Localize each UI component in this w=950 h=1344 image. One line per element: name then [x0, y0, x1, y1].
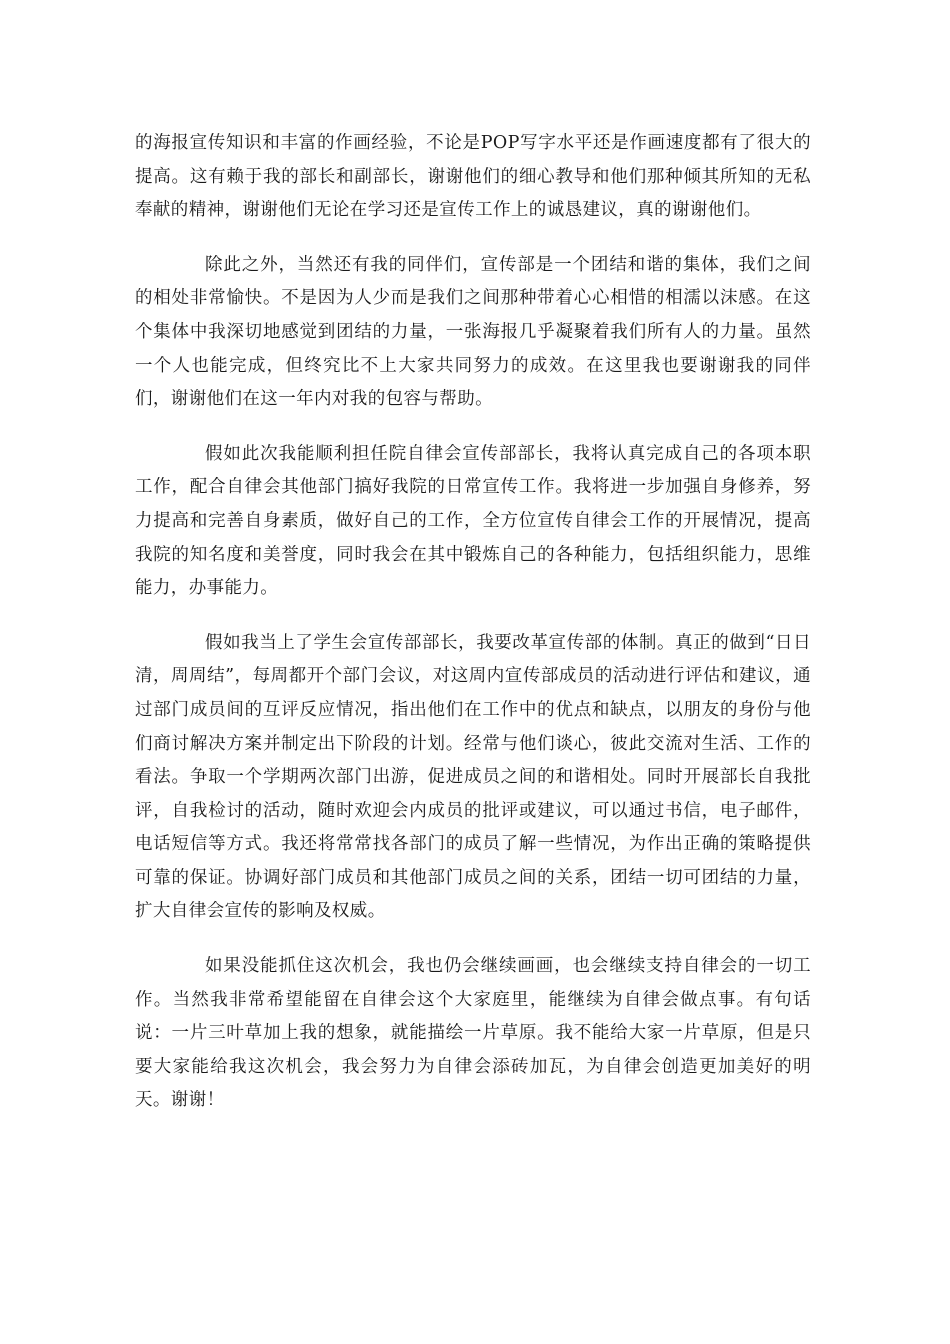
paragraph-teammates: 除此之外，当然还有我的同伴们，宣传部是一个团结和谐的集体，我们之间的相处非常愉快。不是因为人少而是我们之间那种带着心心相惜的相濡以沫感。在这个集体中我深切地感觉到团结的力量，一张海报几乎凝聚着我们所有人的力量。虽然一个人也能完成，但终究比不上大家共同努力的成效。在这里我也要谢谢我的同伴们，谢谢他们在这一年内对我的包容与帮助。 — [135, 254, 811, 410]
paragraph-closing: 如果没能抓住这次机会，我也仍会继续画画，也会继续支持自律会的一切工作。当然我非常希望能留在自律会这个大家庭里，能继续为自律会做点事。有句话说：一片三叶草加上我的想象，就能描绘一片草原。我不能给大家一片草原，但是只要大家能给我这次机会，我会努力为自律会添砖加瓦，为自律会创造更加美好的明天。谢谢！ — [135, 956, 811, 1111]
paragraph-reform-plan: 假如我当上了学生会宣传部部长，我要改革宣传部的体制。真正的做到“日日清，周周结”，每周都开个部门会议，对这周内宣传部成员的活动进行评估和建议，通过部门成员间的互评反应情况，指出他们在工作中的优点和缺点，以朋友的身份与他们商讨解决方案并制定出下阶段的计划。经常与他们谈心，彼此交流对生活、工作的看法。争取一个学期两次部门出游，促进成员之间的和谐相处。同时开展部长自我批评，自我检讨的活动，随时欢迎会内成员的批评或建议，可以通过书信，电子邮件，电话短信等方式。我还将常常找各部门的成员了解一些情况，为作出正确的策略提供可靠的保证。协调好部门成员和其他部门成员之间的关系，团结一切可团结的力量，扩大自律会宣传的影响及权威。 — [135, 632, 811, 922]
document-body — [135, 127, 811, 1139]
paragraph-continuation: 的海报宣传知识和丰富的作画经验，不论是POP写字水平还是作画速度都有了很大的提高。这有赖于我的部长和副部长，谢谢他们的细心教导和他们那种倾其所知的无私奉献的精神，谢谢他们无论在学习还是宣传工作上的诚恳建议，真的谢谢他们。 — [135, 133, 811, 221]
paragraph-if-elected-duties: 假如此次我能顺利担任院自律会宣传部部长，我将认真完成自己的各项本职工作，配合自律会其他部门搞好我院的日常宣传工作。我将进一步加强自身修养，努力提高和完善自身素质，做好自己的工作，全方位宣传自律会工作的开展情况，提高我院的知名度和美誉度，同时我会在其中锻炼自己的各种能力，包括组织能力，思维能力，办事能力。 — [135, 443, 811, 599]
